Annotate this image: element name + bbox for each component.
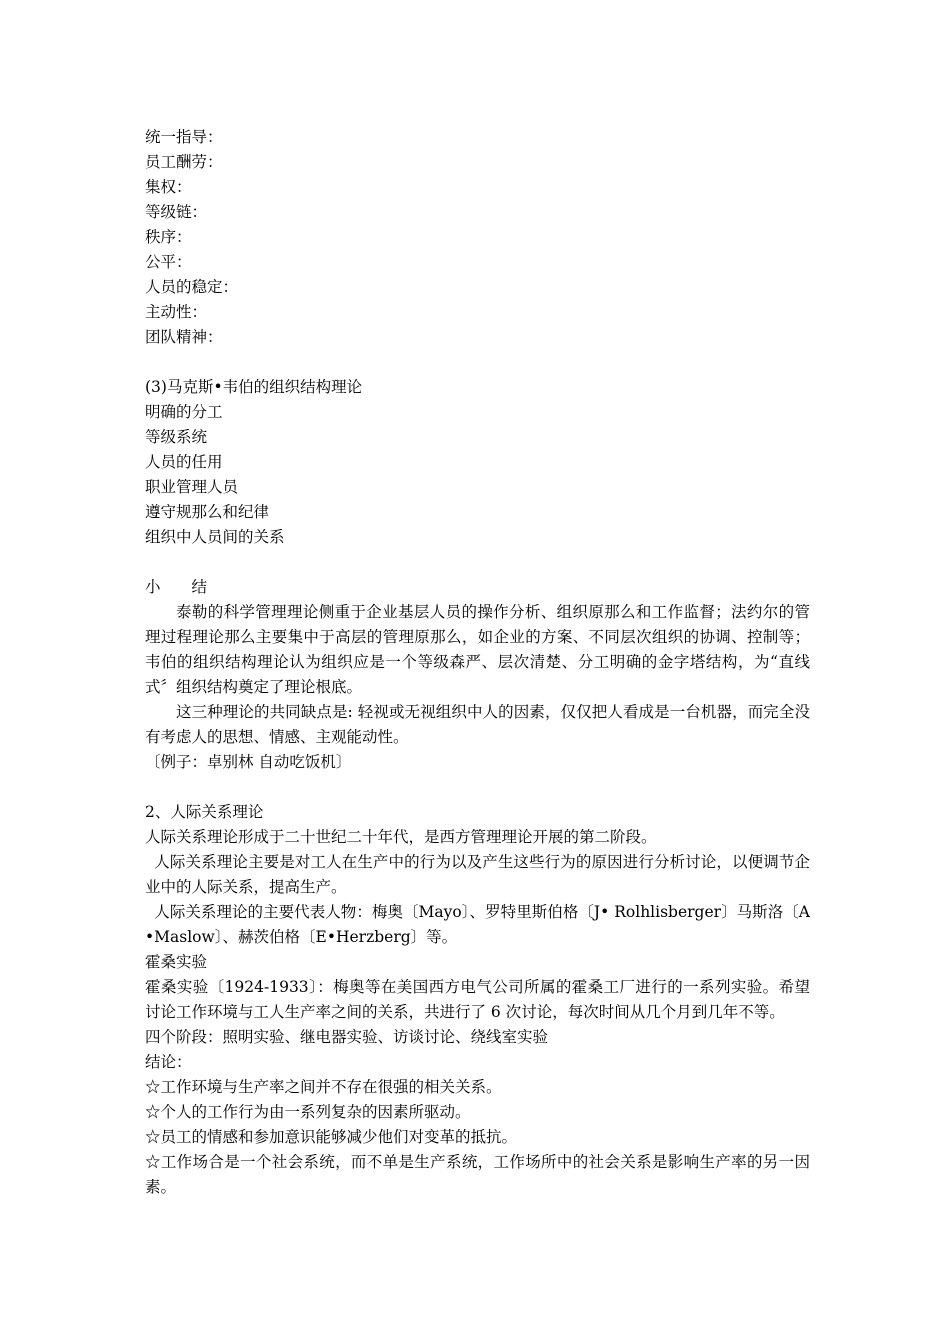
- summary-example: 〔例子：卓别林 自动吃饭机〕: [145, 753, 352, 771]
- weber-item: 遵守规那么和纪律: [145, 503, 270, 521]
- hawthorne-heading: 霍桑实验: [145, 953, 208, 971]
- principle-item: 人员的稳定：: [145, 278, 239, 296]
- principle-item: 员工酬劳：: [145, 153, 223, 171]
- principle-item: 公平：: [145, 253, 192, 271]
- hawthorne-description: 霍桑实验〔1924-1933〕：梅奥等在美国西方电气公司所属的霍桑工厂进行的一系列实验。希望讨论工作环境与工人生产率之间的关系，共进行了 6 次讨论，每次时间从几个月到几年不等。: [145, 978, 810, 1021]
- summary-heading: 小 结: [145, 578, 208, 596]
- body-paragraph: 人际关系理论的主要代表人物：梅奥〔Mayo〕、罗特里斯伯格〔J• Rolhlisberger〕马斯洛〔A •Maslow〕、赫茨伯格〔E•Herzberg〕等。: [145, 903, 810, 946]
- conclusion-item: ☆工作环境与生产率之间并不存在很强的相关关系。: [145, 1078, 502, 1096]
- conclusion-label: 结论：: [145, 1053, 192, 1071]
- weber-section: [145, 375, 810, 550]
- document-body: [145, 125, 810, 1200]
- weber-item: 组织中人员间的关系: [145, 528, 285, 546]
- weber-item: 明确的分工: [145, 403, 223, 421]
- summary-paragraph: 泰勒的科学管理理论侧重于企业基层人员的操作分析、组织原那么和工作监督；法约尔的管理过程理论那么主要集中于高层的管理原那么，如企业的方案、不同层次组织的协调、控制等；韦伯的组织结构理论认为组织应是一个等级森严、层次清楚、分工明确的金字塔结构，为“直线式〞组织结构奠定了理论根底。: [145, 603, 810, 696]
- weber-heading: (3)马克斯•韦伯的组织结构理论: [145, 378, 363, 396]
- principle-item: 集权：: [145, 178, 192, 196]
- weber-item: 人员的任用: [145, 453, 223, 471]
- principle-item: 等级链：: [145, 203, 208, 221]
- stages-line: 四个阶段：照明实验、继电器实验、访谈讨论、绕线室实验: [145, 1028, 549, 1046]
- intro-paragraph: 人际关系理论形成于二十世纪二十年代，是西方管理理论开展的第二阶段。: [145, 828, 657, 846]
- summary-paragraph: 这三种理论的共同缺点是: 轻视或无视组织中人的因素，仅仅把人看成是一台机器，而完全没有考虑人的思想、情感、主观能动性。: [145, 703, 810, 746]
- conclusion-item: ☆个人的工作行为由一系列复杂的因素所驱动。: [145, 1103, 471, 1121]
- body-paragraph: 人际关系理论主要是对工人在生产中的行为以及产生这些行为的原因进行分析讨论，以便调节企业中的人际关系，提高生产。: [145, 853, 810, 896]
- conclusion-item: ☆工作场合是一个社会系统，而不单是生产系统，工作场所中的社会关系是影响生产率的另一因素。: [145, 1153, 810, 1196]
- summary-section: [145, 575, 810, 775]
- weber-item: 等级系统: [145, 428, 208, 446]
- spacer: [145, 775, 810, 800]
- principle-item: 主动性：: [145, 303, 208, 321]
- principle-item: 统一指导：: [145, 128, 223, 146]
- conclusion-item: ☆员工的情感和参加意识能够减少他们对变革的抵抗。: [145, 1128, 518, 1146]
- principle-item: 团队精神：: [145, 328, 223, 346]
- section-heading: 2、人际关系理论: [145, 803, 264, 821]
- spacer: [145, 350, 810, 375]
- human-relations-section: [145, 800, 810, 1200]
- weber-item: 职业管理人员: [145, 478, 239, 496]
- spacer: [145, 550, 810, 575]
- principles-list: [145, 125, 810, 350]
- principle-item: 秩序：: [145, 228, 192, 246]
